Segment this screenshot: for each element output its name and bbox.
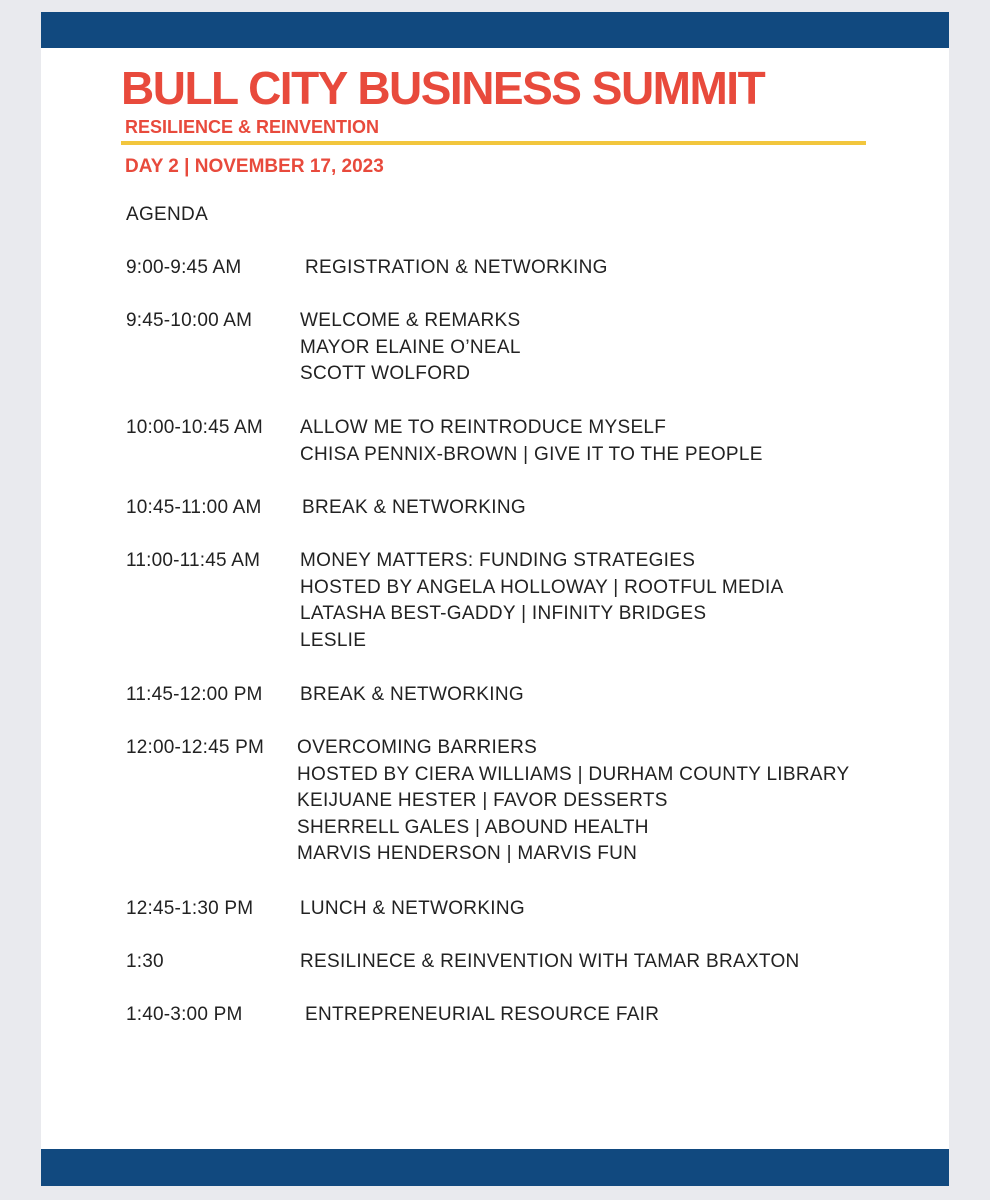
session-time: 12:45-1:30 PM <box>126 898 254 919</box>
session-details <box>300 415 763 468</box>
session-time: 10:00-10:45 AM <box>126 417 263 438</box>
session-title: ALLOW ME TO REINTRODUCE MYSELF <box>300 417 667 438</box>
session-detail-line: LESLIE <box>300 629 367 651</box>
session-details <box>300 896 525 923</box>
session-detail-line: MAYOR ELAINE O’NEAL <box>300 336 521 358</box>
session-detail-line: MARVIS HENDERSON | MARVIS FUN <box>297 843 638 865</box>
session-detail-line: SHERRELL GALES | ABOUND HEALTH <box>297 816 649 838</box>
session-details <box>302 495 526 522</box>
session-details <box>305 255 608 282</box>
session-title: RESILINECE & REINVENTION WITH TAMAR BRAXTON <box>300 951 800 972</box>
session-detail-line: HOSTED BY ANGELA HOLLOWAY | ROOTFUL MEDIA <box>300 576 784 598</box>
session-detail-line: HOSTED BY CIERA WILLIAMS | DURHAM COUNTY LIBRARY <box>297 763 850 785</box>
session-details <box>300 682 524 709</box>
bottom-banner-bar <box>41 1149 949 1186</box>
summit-subtitle: RESILIENCE & REINVENTION <box>125 117 380 137</box>
session-title: REGISTRATION & NETWORKING <box>305 257 608 278</box>
session-title: LUNCH & NETWORKING <box>300 898 525 919</box>
session-time: 12:00-12:45 PM <box>126 737 264 758</box>
session-detail-line: SCOTT WOLFORD <box>300 363 471 385</box>
session-detail-line: LATASHA BEST-GADDY | INFINITY BRIDGES <box>300 603 707 625</box>
session-time: 1:40-3:00 PM <box>126 1004 243 1025</box>
session-time: 10:45-11:00 AM <box>126 497 262 518</box>
day-date-line: DAY 2 | NOVEMBER 17, 2023 <box>125 156 384 177</box>
session-title: MONEY MATTERS: FUNDING STRATEGIES <box>300 550 696 571</box>
summit-title: BULL CITY BUSINESS SUMMIT <box>121 62 765 114</box>
session-title: BREAK & NETWORKING <box>302 497 526 518</box>
agenda-heading: AGENDA <box>126 204 209 225</box>
session-details <box>300 949 800 976</box>
session-details <box>300 308 521 388</box>
session-time: 1:30 <box>126 951 164 972</box>
session-title: OVERCOMING BARRIERS <box>297 737 538 758</box>
session-time: 11:45-12:00 PM <box>126 684 263 705</box>
session-title: ENTREPRENEURIAL RESOURCE FAIR <box>305 1004 660 1025</box>
session-detail-line: CHISA PENNIX-BROWN | GIVE IT TO THE PEOPLE <box>300 443 763 465</box>
agenda-list <box>41 12 949 1112</box>
session-time: 11:00-11:45 AM <box>126 550 261 571</box>
agenda-page <box>41 12 949 1186</box>
session-details <box>297 735 850 868</box>
session-title: BREAK & NETWORKING <box>300 684 524 705</box>
session-detail-line: KEIJUANE HESTER | FAVOR DESSERTS <box>297 790 668 812</box>
session-details <box>300 548 784 654</box>
session-time: 9:00-9:45 AM <box>126 257 242 278</box>
session-title: WELCOME & REMARKS <box>300 310 521 331</box>
session-details <box>305 1002 659 1029</box>
session-time: 9:45-10:00 AM <box>126 310 253 331</box>
